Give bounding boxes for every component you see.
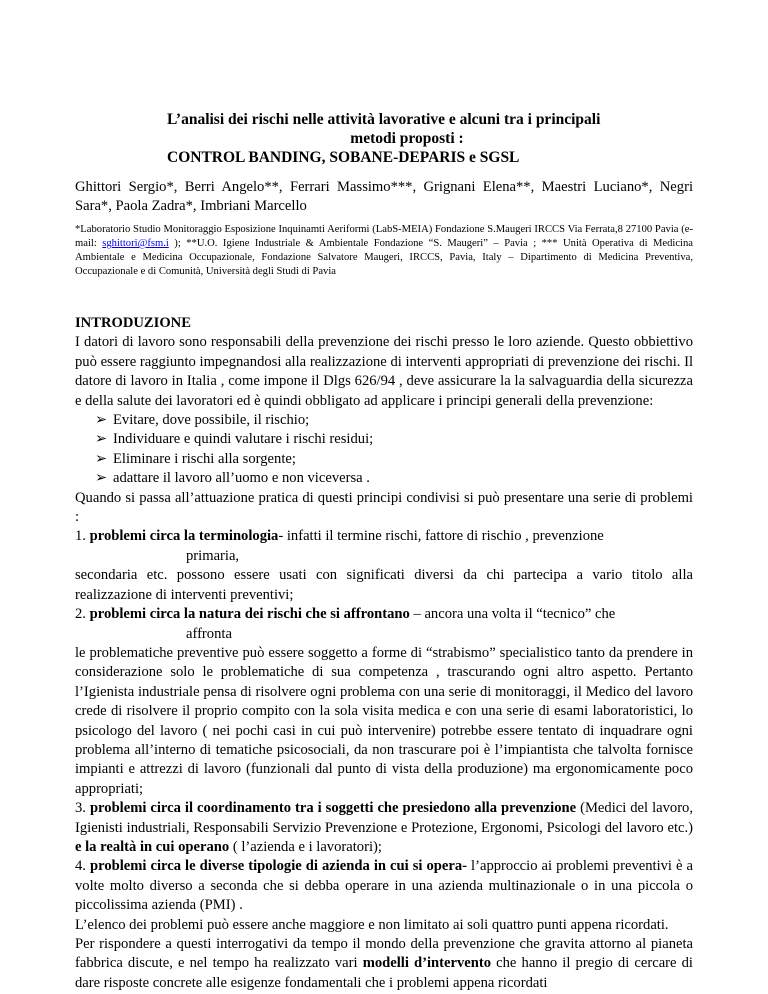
document-body — [75, 314, 693, 993]
section-heading: INTRODUZIONE — [75, 315, 191, 331]
principles-list — [75, 411, 693, 489]
email-link[interactable]: sghittori@fsm.i — [102, 238, 169, 249]
paragraph-list-note: L’elenco dei problemi può essere anche maggiore e non limitato ai soli quattro punti appena ricordati. — [75, 916, 669, 933]
problem-item-2 — [75, 605, 693, 624]
item-bold-label: problemi circa le diverse tipologie di azienda in cui si opera- — [89, 858, 468, 875]
paragraph-bold: modelli d’intervento — [362, 955, 492, 972]
affiliation-text-1: *Laboratorio Studio Monitoraggio Esposizione Inquinamti Aeriformi (LabS-MEIA) Fondazione S.Maugeri IRCCS Via Ferrata,8 27100 Pavia (e-mail: — [75, 224, 693, 249]
problem-item-2-cont: affronta — [186, 625, 232, 642]
list-item-text: Evitare, dove possibile, il rischio; — [113, 412, 310, 429]
item-bold-label: problemi circa il coordinamento tra i soggetti che presiedono alla prevenzione — [89, 800, 577, 817]
list-item — [75, 450, 693, 469]
list-item — [75, 469, 693, 488]
item-bold-label: problemi circa la natura dei rischi che si affrontano — [89, 606, 410, 623]
arrow-bullet-icon: ➢ — [95, 431, 108, 448]
paragraph-models — [75, 935, 693, 993]
list-item — [75, 411, 693, 430]
problem-item-1-cont: primaria, — [186, 547, 240, 564]
paragraph-problems: Quando si passa all’attuazione pratica di questi principi condivisi si può presentare una serie di problemi : — [75, 489, 693, 526]
paragraph-text-end: che hanno il pregio di cercare di dare risposte concrete alle esigenze fondamentali che i problemi appena ricordati — [75, 955, 693, 991]
problem-item-2-text: le problematiche preventive può essere soggetto a forme di “strabismo” specialistico tanto da prendere in considerazione solo le problematiche di sua competenza , trascurando ogni altro aspetto. Pertanto l’Igienista industriale pensa di risolvere ogni problema con una serie di monitoraggi, il Medico del lavoro crede di risolvere il proprio compito con la sola visita medica e con una serie di esami laboratoristici, lo psicologo del lavoro ( nei pochi casi in cui può intervenire) potrebbe essere tentato di inquadrare ogni problema all’interno di tematiche psicosociali, da non trascurare poi è l’impiantista che talvolta fornisce impianti e attrezzi di lavoro (funzionali dal punto di vista della produzione) ma ergonomicamente poco appropriati; — [75, 644, 693, 797]
document-title — [167, 110, 687, 167]
problem-item-1 — [75, 527, 693, 546]
problem-item-4 — [75, 857, 693, 915]
item-bold-label-2: e la realtà in cui operano — [75, 838, 230, 855]
item-text: (Medici del lavoro, Igienisti industriali, Responsabili Servizio Prevenzione e Protezione, Ergonomi, Psicologi del lavoro etc.) — [75, 800, 693, 836]
item-text: l’approccio ai problemi preventivi è a volte molto diverso a seconda che si debba operare in una azienda multinazionale o in una piccola o piccolissima azienda (PMI) . — [75, 858, 693, 914]
item-number: 1. — [75, 528, 86, 545]
authors-list: Ghittori Sergio*, Berri Angelo**, Ferrari Massimo***, Grignani Elena**, Maestri Luciano*, Negri Sara*, Paola Zadra*, Imbriani Marcello — [75, 179, 693, 214]
item-text: - infatti il termine rischi, fattore di rischio , prevenzione — [278, 528, 604, 545]
affiliation-text-2: ); **U.O. Igiene Industriale & Ambientale Fondazione “S. Maugeri” – Pavia ; *** Unità Operativa di Medicina Ambientale e Medicina Occupazionale, Fondazione Salvatore Maugeri, IRCCS, Pavia, Italy – Dipartimento di Medicina Preventiva, Occupazionale e di Comunità, Università degli Studi di Pavia — [75, 238, 693, 277]
item-text-end: ( l’azienda e i lavoratori); — [229, 838, 382, 855]
paragraph-intro: I datori di lavoro sono responsabili della prevenzione dei rischi presso le loro aziende. Questo obbiettivo può essere raggiunto impegnandosi alla realizzazione di interventi appropriati di prevenzione dei rischi. Il datore di lavoro in Italia , come impone il Dlgs 626/94 , deve assicurare la la salvaguardia della sicurezza e della salute dei lavoratori ed è quindi obbligato ad applicare i principi generali della prevenzione: — [75, 334, 693, 409]
title-line-3: CONTROL BANDING, SOBANE-DEPARIS e SGSL — [167, 149, 520, 166]
item-bold-label: problemi circa la terminologia — [89, 528, 279, 545]
list-item-text: adattare il lavoro all’uomo e non viceversa . — [113, 470, 370, 487]
arrow-bullet-icon: ➢ — [95, 450, 108, 467]
list-item — [75, 430, 693, 449]
item-number: 3. — [75, 800, 86, 817]
list-item-text: Individuare e quindi valutare i rischi residui; — [113, 431, 374, 448]
list-item-text: Eliminare i rischi alla sorgente; — [113, 450, 296, 467]
item-number: 4. — [75, 858, 86, 875]
title-line-2: metodi proposti : — [350, 130, 464, 147]
arrow-bullet-icon: ➢ — [95, 470, 108, 487]
paragraph-text: Per rispondere a questi interrogativi da tempo il mondo della prevenzione che gravita attorno al pianeta fabbrica discute, e nel tempo ha realizzato vari — [75, 936, 693, 972]
arrow-bullet-icon: ➢ — [95, 412, 108, 429]
item-text: – ancora una volta il “tecnico” che — [409, 606, 616, 623]
problem-item-1-text: secondaria etc. possono essere usati con significati diversi da chi partecipa a vario titolo alla realizzazione di interventi preventivi; — [75, 567, 693, 603]
item-number: 2. — [75, 606, 86, 623]
title-line-1: L’analisi dei rischi nelle attività lavorative e alcuni tra i principali — [167, 111, 601, 128]
affiliations — [75, 223, 693, 279]
problem-item-3 — [75, 799, 693, 857]
